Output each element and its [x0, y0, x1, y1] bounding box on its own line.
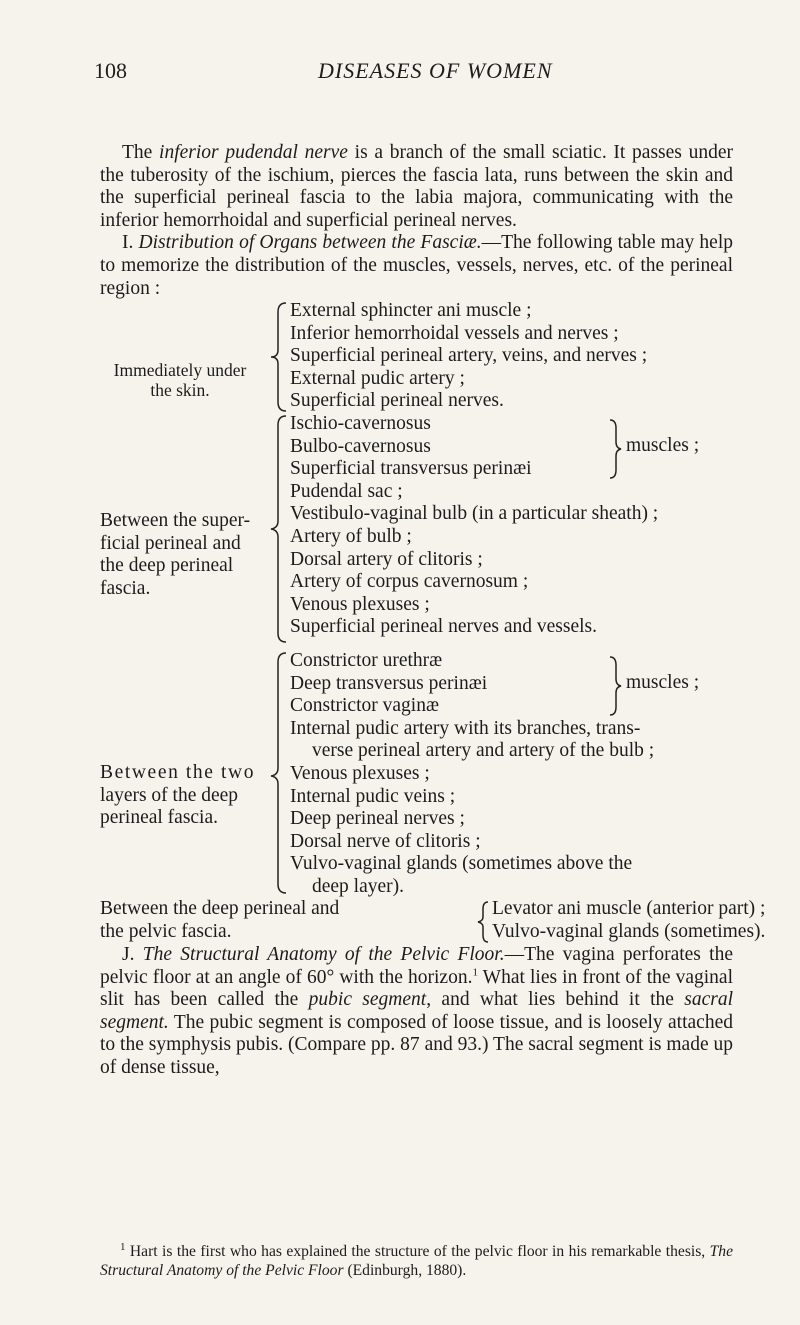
- footnote-mark: 1: [120, 1240, 126, 1253]
- list-item: Venous plexuses ;: [290, 762, 430, 784]
- list-item: Vulvo-vaginal glands (sometimes).: [492, 920, 766, 942]
- paragraph-distribution: I. Distribution of Organs between the Fasciæ.—The following table may help to memorize the distribution of the muscles, vessels, nerves, etc. of the perineal region :: [100, 232, 733, 299]
- list-item: External sphincter ani muscle ;: [290, 300, 532, 321]
- group2-label: Between the super- ficial perineal and the deep perineal fascia.: [100, 510, 251, 599]
- group1-entries: [290, 300, 647, 413]
- muscle-item: Bulbo-cavernosus: [290, 435, 431, 457]
- group2-entries: [290, 413, 658, 639]
- term-sacral-segment: sacral segment.: [100, 989, 733, 1033]
- list-item: Dorsal nerve of clitoris ;: [290, 830, 481, 852]
- list-item: Internal pudic veins ;: [290, 785, 456, 807]
- muscle-item: Ischio-cavernosus: [290, 413, 431, 434]
- group3-brace: [268, 650, 288, 897]
- group1-label: Immediately under the skin.: [113, 360, 247, 400]
- section-j-text: [100, 944, 733, 1080]
- list-item: Vulvo-vaginal glands (sometimes above the: [290, 853, 633, 875]
- list-item: Superficial perineal nerves.: [290, 390, 504, 412]
- footnote-reference: 1: [472, 966, 478, 979]
- list-item: External pudic artery ;: [290, 367, 465, 389]
- list-item: Dorsal artery of clitoris ;: [290, 548, 483, 570]
- list-item: verse perineal artery and artery of the bulb ;: [312, 740, 655, 762]
- section-heading-distribution: Distribution of Organs between the Fasciæ.: [138, 232, 482, 254]
- group3-muscles-label: muscles ;: [626, 672, 700, 693]
- group4-label: Between the deep perineal and the pelvic fascia.: [100, 898, 340, 942]
- running-title: DISEASES OF WOMEN: [318, 58, 553, 83]
- list-item: Artery of corpus cavernosum ;: [290, 571, 529, 593]
- footnote-book-title: The Structural Anatomy of the Pelvic Floor: [100, 1243, 733, 1279]
- group3-entries: [290, 650, 654, 899]
- term-pubic-segment: pubic segment: [308, 989, 427, 1011]
- group2-muscle-brace: [608, 418, 622, 480]
- list-item: Vestibulo-vaginal bulb (in a particular sheath) ;: [290, 503, 659, 525]
- group3-muscle-brace: [608, 655, 622, 717]
- list-item: Superficial perineal artery, veins, and nerves ;: [290, 345, 648, 367]
- page-number: 108: [94, 58, 127, 83]
- group2-muscles-label: muscles ;: [626, 435, 700, 456]
- list-item: Venous plexuses ;: [290, 593, 430, 615]
- list-item: Deep perineal nerves ;: [290, 808, 465, 830]
- list-item: Superficial perineal nerves and vessels.: [290, 616, 598, 638]
- group2-brace: [268, 413, 288, 645]
- footnote: $^1$ Hart is the first who has explained the structure of the pelvic floor in his remarkable thesis, The Structural Anatomy of the Pelvic Floor (Edinburgh, 1880).: [100, 1240, 733, 1279]
- list-item: Internal pudic artery with its branches, trans-: [290, 717, 641, 739]
- group1-brace: [268, 300, 288, 415]
- section-heading-pelvic-floor: The Structural Anatomy of the Pelvic Floor.: [142, 944, 505, 965]
- muscle-item: Constrictor vaginæ: [290, 695, 439, 717]
- intro-text: [100, 142, 733, 300]
- muscle-item: Superficial transversus perinæi: [290, 458, 532, 480]
- list-item: deep layer).: [312, 875, 405, 897]
- list-item: Pudendal sac ;: [290, 480, 403, 502]
- page-header: [94, 58, 714, 98]
- group4-entries: [492, 898, 765, 943]
- paragraph-pudendal-nerve: The inferior pudendal nerve is a branch of the small sciatic. It passes under the tuberosity of the ischium, pierces the fascia lata, runs between the skin and the superficial perineal fascia to the labia majora, communicating with the inferior hemorrhoidal and superficial perineal nerves.: [100, 142, 733, 231]
- paragraph-pelvic-floor: J. The Structural Anatomy of the Pelvic Floor.—The vagina perforates the pelvic floor at an angle of 60° with the horizon.$^1$ What lies in front of the vaginal slit has been called the pubic segment, and what lies behind it the sacral segment. The pubic segment is composed of loose tissue, and is loosely attached to the symphysis pubis. (Compare pp. 87 and 93.) The sacral segment is made up of dense tissue,: [100, 944, 733, 1078]
- list-item: Inferior hemorrhoidal vessels and nerves ;: [290, 322, 619, 344]
- term-inferior-pudendal-nerve: inferior pudendal nerve: [159, 142, 348, 163]
- group3-label: Between the two layers of the deep perineal fascia.: [100, 762, 256, 829]
- muscle-item: Deep transversus perinæi: [290, 672, 488, 694]
- group4-brace: [476, 900, 490, 944]
- list-item: Levator ani muscle (anterior part) ;: [492, 898, 766, 919]
- muscle-item: Constrictor urethræ: [290, 650, 443, 671]
- list-item: Artery of bulb ;: [290, 525, 412, 547]
